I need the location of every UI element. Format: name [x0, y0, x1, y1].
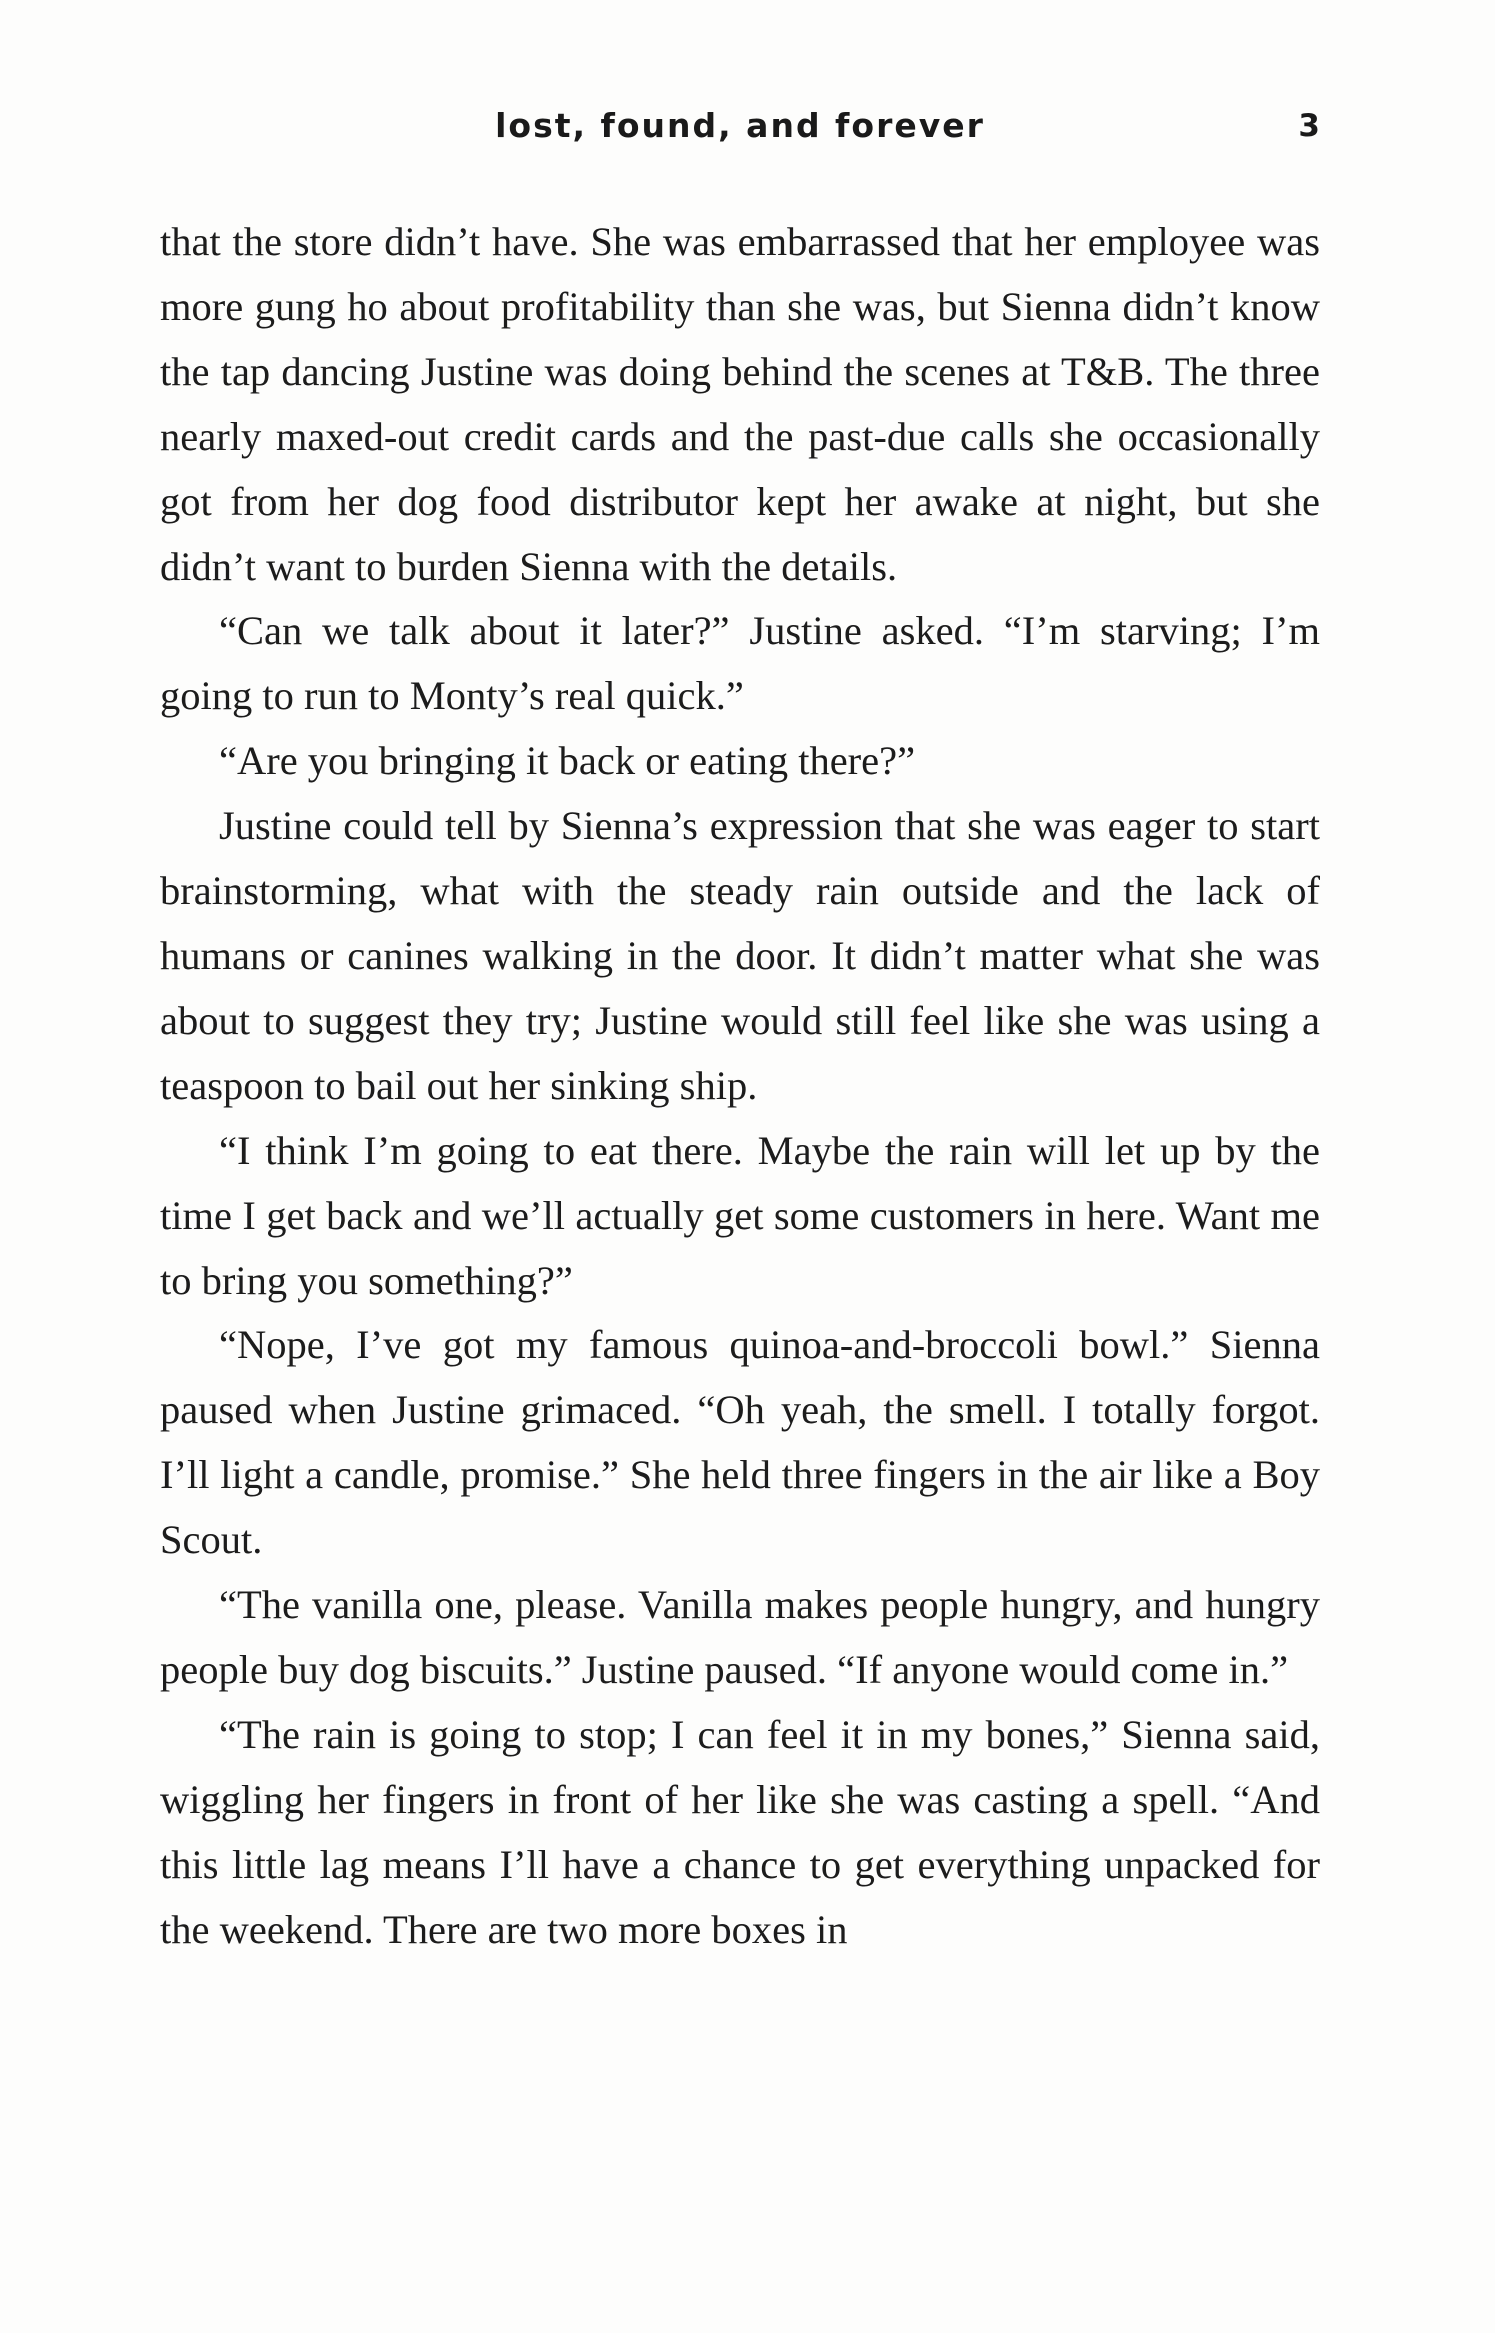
running-head: [160, 106, 1320, 156]
paragraph: “The rain is going to stop; I can feel it in my bones,” Sienna said, wiggling her fingers in front of her like she was casting a spell. “And this little lag means I’ll have a chance to get everything unpacked for the weekend. There are two more boxes in: [160, 1711, 1320, 1952]
running-title: lost, found, and forever: [495, 106, 985, 145]
paragraph: that the store didn’t have. She was embarrassed that her employee was more gung ho about profitability than she was, but Sienna didn’t know the tap dancing Justine was doing behind the scenes at T&B. The three nearly maxed-out credit cards and the past-due calls she occasionally got from her dog food distributor kept her awake at night, but she didn’t want to burden Sienna with the details.: [160, 219, 1320, 589]
paragraph: “The vanilla one, please. Vanilla makes people hungry, and hungry people buy dog biscuits.” Justine paused. “If anyone would come in.”: [160, 1582, 1320, 1692]
paragraph: “I think I’m going to eat there. Maybe the rain will let up by the time I get back and we’ll actually get some customers in here. Want me to bring you something?”: [160, 1127, 1320, 1303]
paragraph: Justine could tell by Sienna’s expression that she was eager to start brainstorming, what with the steady rain outside and the lack of humans or canines walking in the door. It didn’t matter what she was about to suggest they try; Justine would still feel like she was using a teaspoon to bail out her sinking ship.: [160, 803, 1320, 1108]
paragraph: “Are you bringing it back or eating there?”: [219, 738, 916, 784]
paragraph: “Can we talk about it later?” Justine asked. “I’m starving; I’m going to run to Monty’s real quick.”: [160, 608, 1320, 719]
body-text: [160, 210, 1320, 1962]
paragraph: “Nope, I’ve got my famous quinoa-and-broccoli bowl.” Sienna paused when Justine grimaced. “Oh yeah, the smell. I totally forgot. I’ll light a candle, promise.” She held three fingers in the air like a Boy Scout.: [160, 1322, 1320, 1563]
page-number: 3: [1298, 108, 1320, 144]
